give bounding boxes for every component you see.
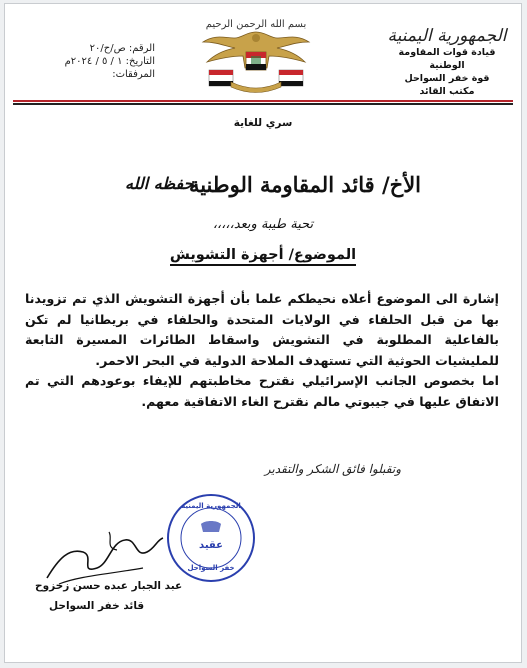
stamp-text-top: الجمهورية اليمنية xyxy=(181,502,241,510)
org-header xyxy=(387,26,507,98)
reference-number: الرقم: ص/ح/٢٠ xyxy=(89,43,155,54)
eagle-emblem-icon xyxy=(195,16,317,94)
body-paragraph-2: اما بخصوص الجانب الإسرائيلي نقترح مخاطبتهم للإيفاء بوعودهم التي تم الاتفاق عليها في جيبوتي مالم نقترح الغاء الاتفاقية معهم. xyxy=(25,373,499,409)
body-paragraph-1: إشارة الى الموضوع أعلاه نحيطكم علما بأن أجهزة التشويش الذي تم تزويدنا بها من قبل الحلفاء في الولايات المتحدة والحلفاء في بريطانيا لم تكن بالفاعلية المطلوبة في التشويش واسقاط الطائرات المسيرة التابعة للمليشيات الحوثية التي تستهدف الملاحة الدولية في البحر الاحمر. xyxy=(25,291,499,368)
letter-page xyxy=(4,3,522,663)
closing-line: وتقبلوا فائق الشكر والتقدير xyxy=(264,462,401,476)
basmala: بسم الله الرحمن الرحيم xyxy=(205,19,307,30)
stamp-text-center: عقيد xyxy=(199,540,223,551)
signer-name: عبد الجبار عبده حسن زحزوح xyxy=(35,580,183,592)
org-line-1: قيادة قوات المقاومة الوطنية xyxy=(398,47,496,71)
greeting: تحية طيبة وبعد،،،،، xyxy=(212,217,314,232)
honorific: حفظه الله xyxy=(125,174,194,193)
subject-text: الموضوع/ أجهزة التشويش xyxy=(170,247,356,266)
header-divider xyxy=(13,100,513,105)
republic-title: الجمهورية اليمنية xyxy=(387,26,507,46)
signer-title: قائد خفر السواحل xyxy=(49,600,145,612)
org-line-3: مكتب القائد xyxy=(419,86,475,97)
classification-label: سري للغاية xyxy=(233,117,293,129)
official-stamp-icon xyxy=(165,492,257,584)
letter-body xyxy=(25,289,499,412)
letter-date: التاريخ: ١ / ٥ / ٢٠٢٤م xyxy=(64,56,155,67)
reference-block xyxy=(25,42,155,81)
org-line-2: قوة خفر السواحل xyxy=(404,73,490,84)
attachments-label: المرفقات: xyxy=(112,69,155,80)
addressee: الأخ/ قائد المقاومة الوطنية xyxy=(188,172,421,197)
stamp-text-mid: خفر السواحل xyxy=(187,564,235,572)
subject-line xyxy=(5,247,521,263)
